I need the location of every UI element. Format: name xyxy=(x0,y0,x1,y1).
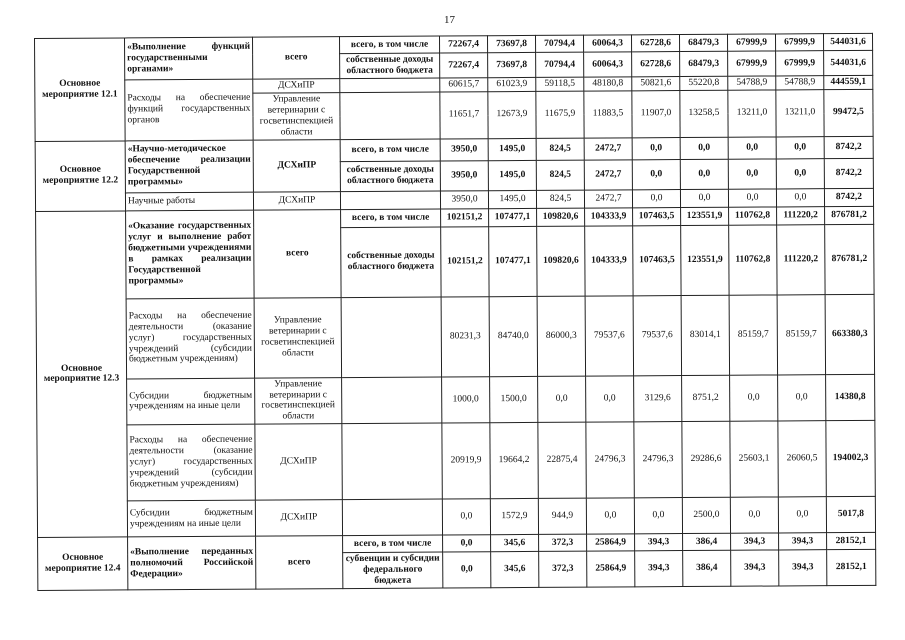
event-item-name: «Выполнение функций государственными органами» xyxy=(125,37,253,80)
year-value-cell: 1495,0 xyxy=(488,190,536,208)
year-value-cell: 8751,2 xyxy=(682,375,730,422)
total-value-cell: 8742,2 xyxy=(824,158,873,188)
total-value-cell: 5017,8 xyxy=(826,497,875,533)
year-value-cell: 24796,3 xyxy=(634,422,682,498)
executor-cell: всего xyxy=(254,209,342,298)
year-value-cell: 394,3 xyxy=(779,550,827,586)
year-value-cell: 824,5 xyxy=(536,138,584,160)
year-value-cell: 0,0 xyxy=(776,188,824,206)
year-value-cell: 11651,7 xyxy=(440,92,488,139)
year-value-cell: 824,5 xyxy=(536,190,584,208)
year-value-cell: 107477,1 xyxy=(489,208,537,226)
year-value-cell: 0,0 xyxy=(443,552,491,588)
year-value-cell: 107463,5 xyxy=(633,225,681,295)
total-value-cell: 876781,2 xyxy=(825,224,874,294)
event-item-name: Расходы на обеспечение деятельности (оказание услуг) государственных учреждений (субсидии бюджетным учреждениям) xyxy=(126,298,254,379)
year-value-cell: 11883,5 xyxy=(584,91,632,138)
year-value-cell: 0,0 xyxy=(632,189,680,207)
year-value-cell: 2500,0 xyxy=(682,498,730,534)
executor-cell: всего xyxy=(256,536,343,589)
year-value-cell: 22875,4 xyxy=(538,422,586,498)
year-value-cell: 2472,7 xyxy=(584,159,632,189)
executor-cell: Управление ветеринарии с госветинспекцией области xyxy=(253,93,340,140)
year-value-cell: 67999,9 xyxy=(775,34,823,51)
year-value-cell: 0,0 xyxy=(680,189,728,207)
year-value-cell: 1000,0 xyxy=(442,376,490,423)
year-value-cell: 104333,9 xyxy=(585,225,633,295)
year-value-cell: 79537,6 xyxy=(633,295,681,375)
year-value-cell: 19664,2 xyxy=(490,423,538,499)
year-value-cell: 86000,3 xyxy=(537,296,585,376)
event-item-name: «Научно-методическое обеспечение реализации Государственной программы» xyxy=(125,140,253,193)
year-value-cell: 2472,7 xyxy=(584,137,632,159)
table-row xyxy=(37,497,875,538)
year-value-cell: 85159,7 xyxy=(777,294,825,374)
total-value-cell: 99472,5 xyxy=(824,89,873,136)
year-value-cell: 0,0 xyxy=(586,498,634,534)
year-value-cell: 0,0 xyxy=(443,535,491,552)
year-value-cell: 0,0 xyxy=(730,497,778,533)
year-value-cell: 48180,8 xyxy=(584,77,632,91)
event-item-name: Субсидии бюджетным учреждениям на иные цели xyxy=(127,500,255,537)
year-value-cell: 54788,9 xyxy=(728,76,776,90)
year-value-cell: 372,3 xyxy=(539,534,587,551)
year-value-cell: 60615,7 xyxy=(440,78,488,92)
total-value-cell: 663380,3 xyxy=(825,294,874,374)
event-label: Основное мероприятие 12.4 xyxy=(38,537,128,590)
year-value-cell: 0,0 xyxy=(442,499,490,535)
year-value-cell: 0,0 xyxy=(680,137,728,159)
year-value-cell: 67999,9 xyxy=(728,51,776,76)
event-item-name: Субсидии бюджетным учреждениям на иные цели xyxy=(127,378,255,425)
page-number: 17 xyxy=(444,14,455,26)
year-value-cell: 72267,4 xyxy=(439,36,487,53)
year-value-cell: 84740,0 xyxy=(489,296,537,376)
year-value-cell: 345,6 xyxy=(491,535,539,552)
year-value-cell: 394,3 xyxy=(779,533,827,550)
year-value-cell: 0,0 xyxy=(538,376,586,423)
year-value-cell: 386,4 xyxy=(683,551,731,587)
year-value-cell: 0,0 xyxy=(586,375,634,422)
funding-source-cell: собственные доходы областного бюджета xyxy=(340,161,440,192)
year-value-cell: 110762,8 xyxy=(729,225,777,295)
year-value-cell: 24796,3 xyxy=(586,422,634,498)
year-value-cell: 0,0 xyxy=(776,158,824,188)
year-value-cell: 12673,9 xyxy=(488,91,536,138)
year-value-cell: 62728,6 xyxy=(632,52,680,77)
year-value-cell: 62728,6 xyxy=(631,35,679,52)
year-value-cell: 70794,4 xyxy=(535,35,583,52)
event-item-name: Научные работы xyxy=(125,192,253,211)
year-value-cell: 72267,4 xyxy=(440,53,488,78)
year-value-cell: 1495,0 xyxy=(488,160,536,190)
funding-source-cell: всего, в том числе xyxy=(340,139,440,162)
funding-source-cell xyxy=(342,499,442,536)
year-value-cell: 0,0 xyxy=(634,498,682,534)
year-value-cell: 394,3 xyxy=(731,550,779,586)
year-value-cell: 0,0 xyxy=(730,375,778,422)
year-value-cell: 3950,0 xyxy=(440,138,488,160)
executor-cell: ДСХиПР xyxy=(255,500,342,537)
funding-source-cell: всего, в том числе xyxy=(341,209,441,228)
year-value-cell: 1500,0 xyxy=(490,376,538,423)
year-value-cell: 68479,3 xyxy=(679,34,727,51)
year-value-cell: 68479,3 xyxy=(680,51,728,76)
year-value-cell: 26060,5 xyxy=(778,421,826,497)
year-value-cell: 50821,6 xyxy=(632,77,680,91)
event-label: Основное мероприятие 12.2 xyxy=(35,141,125,212)
year-value-cell: 824,5 xyxy=(536,160,584,190)
budget-table xyxy=(34,33,876,591)
year-value-cell: 109820,6 xyxy=(537,226,585,296)
year-value-cell: 0,0 xyxy=(632,159,680,189)
funding-source-cell xyxy=(342,377,442,424)
year-value-cell: 67999,9 xyxy=(776,51,824,76)
funding-source-cell: собственные доходы областного бюджета xyxy=(340,53,440,79)
funding-source-cell xyxy=(340,78,440,93)
year-value-cell: 0,0 xyxy=(778,497,826,533)
executor-cell: ДСХиПР xyxy=(253,191,340,210)
year-value-cell: 394,3 xyxy=(731,533,779,550)
year-value-cell: 104333,9 xyxy=(585,207,633,225)
event-item-name: Расходы на обеспечение функций государственных органов xyxy=(125,79,253,140)
year-value-cell: 345,6 xyxy=(491,552,539,588)
year-value-cell: 25603,1 xyxy=(730,421,778,497)
event-item-name: «Выполнение переданных полномочий Российской Федерации» xyxy=(128,536,256,590)
year-value-cell: 79537,6 xyxy=(585,295,633,375)
year-value-cell: 0,0 xyxy=(680,159,728,189)
year-value-cell: 80231,3 xyxy=(441,296,489,376)
total-value-cell: 544031,6 xyxy=(823,33,872,50)
year-value-cell: 123551,9 xyxy=(681,225,729,295)
year-value-cell: 107477,1 xyxy=(489,226,537,296)
year-value-cell: 54788,9 xyxy=(776,76,824,90)
year-value-cell: 0,0 xyxy=(728,159,776,189)
funding-source-cell xyxy=(340,92,440,139)
year-value-cell: 60064,3 xyxy=(584,52,632,77)
funding-source-cell: всего, в том числе xyxy=(343,535,443,553)
funding-source-cell: собственные доходы областного бюджета xyxy=(341,227,441,298)
total-value-cell: 8742,2 xyxy=(824,188,873,206)
year-value-cell: 11675,9 xyxy=(536,91,584,138)
funding-source-cell: субвенции и субсидии федерального бюджета xyxy=(343,552,443,588)
year-value-cell: 2472,7 xyxy=(584,189,632,207)
executor-cell: ДСХиПР xyxy=(255,424,342,501)
executor-cell: ДСХиПР xyxy=(253,139,340,192)
year-value-cell: 111220,2 xyxy=(777,206,825,224)
year-value-cell: 25864,9 xyxy=(587,551,635,587)
year-value-cell: 61023,9 xyxy=(488,77,536,91)
year-value-cell: 394,3 xyxy=(635,534,683,551)
year-value-cell: 944,9 xyxy=(538,498,586,534)
executor-cell: Управление ветеринарии с госветинспекцией области xyxy=(255,377,342,424)
year-value-cell: 111220,2 xyxy=(777,224,825,294)
year-value-cell: 123551,9 xyxy=(681,207,729,225)
funding-source-cell xyxy=(341,297,441,378)
year-value-cell: 29286,6 xyxy=(682,422,730,498)
event-label: Основное мероприятие 12.3 xyxy=(36,211,128,538)
year-value-cell: 11907,0 xyxy=(632,90,680,137)
year-value-cell: 107463,5 xyxy=(633,207,681,225)
year-value-cell: 0,0 xyxy=(728,189,776,207)
total-value-cell: 876781,2 xyxy=(825,206,874,224)
event-item-name: «Оказание государственных услуг и выполнение работ бюджетными учреждениями в рамках реализации Государственной программы» xyxy=(126,210,255,299)
year-value-cell: 13258,5 xyxy=(680,90,728,137)
year-value-cell: 102151,2 xyxy=(441,208,489,226)
table-row xyxy=(37,374,875,426)
table-row xyxy=(37,421,875,502)
year-value-cell: 73697,8 xyxy=(487,35,535,52)
funding-source-cell: всего, в том числе xyxy=(339,36,439,54)
year-value-cell: 70794,4 xyxy=(536,52,584,77)
year-value-cell: 83014,1 xyxy=(681,295,729,375)
year-value-cell: 109820,6 xyxy=(537,208,585,226)
year-value-cell: 3950,0 xyxy=(440,160,488,190)
year-value-cell: 3950,0 xyxy=(440,190,488,208)
funding-source-cell xyxy=(340,191,440,210)
funding-source-cell xyxy=(342,423,442,500)
executor-cell: Управление ветеринарии с госветинспекцией области xyxy=(254,297,341,378)
year-value-cell: 67999,9 xyxy=(727,34,775,51)
year-value-cell: 13211,0 xyxy=(776,90,824,137)
total-value-cell: 28152,1 xyxy=(827,533,876,550)
year-value-cell: 102151,2 xyxy=(441,226,489,296)
event-item-name: Расходы на обеспечение деятельности (оказание услуг) государственных учреждений (субсидии бюджетным учреждениям) xyxy=(127,424,255,501)
event-label: Основное мероприятие 12.1 xyxy=(35,38,126,141)
year-value-cell: 3129,6 xyxy=(634,375,682,422)
year-value-cell: 0,0 xyxy=(778,374,826,421)
total-value-cell: 8742,2 xyxy=(824,136,873,158)
total-value-cell: 544031,6 xyxy=(824,50,873,75)
year-value-cell: 372,3 xyxy=(539,551,587,587)
total-value-cell: 14380,8 xyxy=(826,374,875,421)
total-value-cell: 194002,3 xyxy=(826,421,875,497)
year-value-cell: 0,0 xyxy=(728,137,776,159)
year-value-cell: 25864,9 xyxy=(587,534,635,551)
executor-cell: всего xyxy=(252,37,339,80)
executor-cell: ДСХиПР xyxy=(253,79,340,93)
total-value-cell: 28152,1 xyxy=(827,550,876,586)
year-value-cell: 386,4 xyxy=(683,534,731,551)
year-value-cell: 60064,3 xyxy=(583,35,631,52)
year-value-cell: 55220,8 xyxy=(680,76,728,90)
year-value-cell: 394,3 xyxy=(635,551,683,587)
year-value-cell: 0,0 xyxy=(632,137,680,159)
year-value-cell: 1495,0 xyxy=(488,138,536,160)
year-value-cell: 1572,9 xyxy=(490,499,538,535)
year-value-cell: 0,0 xyxy=(776,136,824,158)
year-value-cell: 13211,0 xyxy=(728,90,776,137)
year-value-cell: 59118,5 xyxy=(536,77,584,91)
year-value-cell: 20919,9 xyxy=(442,423,490,499)
year-value-cell: 110762,8 xyxy=(729,207,777,225)
table-row xyxy=(36,294,874,379)
total-value-cell: 444559,1 xyxy=(824,75,873,89)
year-value-cell: 85159,7 xyxy=(729,295,777,375)
year-value-cell: 73697,8 xyxy=(488,52,536,77)
